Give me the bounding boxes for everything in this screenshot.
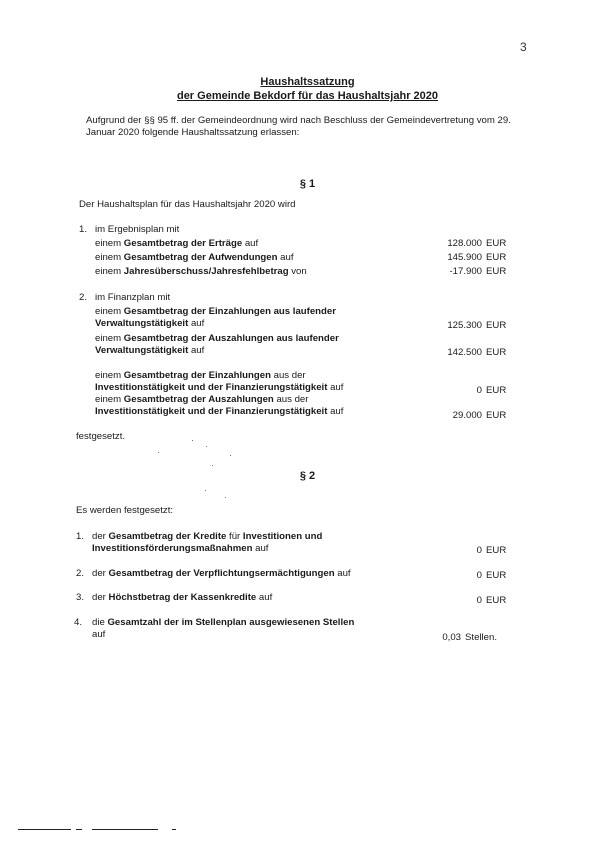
ergebnis-amount-ertraege: 128.000 bbox=[447, 238, 482, 249]
finanz-unit-auszahlungen-lfd: EUR bbox=[486, 347, 507, 358]
section-2-lead: Es werden festgesetzt: bbox=[76, 505, 174, 516]
footer-rule bbox=[18, 829, 71, 830]
item-2-label: im Finanzplan mit bbox=[95, 292, 171, 303]
finanz-row-auszahlungen-lfd-line1: einem Gesamtbetrag der Auszahlungen aus laufender bbox=[95, 333, 339, 344]
s2-item-4-number: 4. bbox=[74, 617, 83, 628]
document-subtitle: der Gemeinde Bekdorf für das Haushaltsjahr 2020 bbox=[176, 90, 439, 102]
scan-speck bbox=[212, 465, 213, 466]
s2-item-1-number: 1. bbox=[76, 531, 85, 542]
finanz-amount-auszahlungen-inv: 29.000 bbox=[452, 410, 482, 421]
finanz-amount-einzahlungen-inv: 0 bbox=[476, 385, 482, 396]
finanz-amount-auszahlungen-lfd: 142.500 bbox=[447, 347, 482, 358]
ergebnis-row-aufwendungen: einem Gesamtbetrag der Aufwendungen auf bbox=[95, 252, 294, 263]
finanz-row-auszahlungen-inv-line1: einem Gesamtbetrag der Auszahlungen aus der bbox=[95, 394, 309, 405]
intro-paragraph: Aufgrund der §§ 95 ff. der Gemeindeordnung wird nach Beschluss der Gemeindevertretung vom 29. Januar 2020 folgende Haushaltssatzung erlassen: bbox=[86, 115, 511, 139]
ergebnis-unit-ertraege: EUR bbox=[486, 238, 507, 249]
s2-item-2-number: 2. bbox=[76, 568, 85, 579]
item-2-number: 2. bbox=[79, 292, 88, 303]
s2-item-2-amount: 0 bbox=[476, 570, 482, 581]
footer-rule bbox=[172, 829, 176, 830]
ergebnis-amount-jahresergebnis: -17.900 bbox=[449, 266, 482, 277]
scan-speck bbox=[192, 440, 193, 441]
finanz-row-einzahlungen-inv-line2: Investitionstätigkeit und der Finanzierungstätigkeit auf bbox=[95, 382, 344, 393]
scan-speck bbox=[225, 497, 226, 498]
s2-item-4-amount: 0,03 bbox=[442, 632, 461, 643]
footer-rule bbox=[92, 829, 158, 830]
footer-rule bbox=[76, 829, 82, 830]
finanz-row-einzahlungen-lfd-line1: einem Gesamtbetrag der Einzahlungen aus laufender bbox=[95, 306, 336, 317]
document-title: Haushaltssatzung bbox=[260, 76, 355, 88]
finanz-row-auszahlungen-lfd-line2: Verwaltungstätigkeit auf bbox=[95, 345, 205, 356]
s2-item-3-unit: EUR bbox=[486, 595, 507, 606]
finanz-row-einzahlungen-inv-line1: einem Gesamtbetrag der Einzahlungen aus der bbox=[95, 370, 306, 381]
scan-speck bbox=[206, 446, 207, 447]
section-2-heading: § 2 bbox=[299, 470, 316, 482]
scan-speck bbox=[158, 452, 159, 453]
scan-speck bbox=[230, 455, 231, 456]
scan-speck bbox=[205, 490, 206, 491]
section-1-lead: Der Haushaltsplan für das Haushaltsjahr 2020 wird bbox=[79, 199, 296, 210]
ergebnis-row-jahresergebnis: einem Jahresüberschuss/Jahresfehlbetrag von bbox=[95, 266, 307, 277]
item-1-label: im Ergebnisplan mit bbox=[95, 224, 180, 235]
ergebnis-amount-aufwendungen: 145.900 bbox=[447, 252, 482, 263]
s2-item-1-line2: Investitionsförderungsmaßnahmen auf bbox=[92, 543, 269, 554]
ergebnis-row-ertraege: einem Gesamtbetrag der Erträge auf bbox=[95, 238, 259, 249]
page-number: 3 bbox=[520, 40, 527, 54]
finanz-unit-einzahlungen-lfd: EUR bbox=[486, 320, 507, 331]
finanz-unit-auszahlungen-inv: EUR bbox=[486, 410, 507, 421]
s2-item-2-label: der Gesamtbetrag der Verpflichtungsermächtigungen auf bbox=[92, 568, 351, 579]
ergebnis-unit-aufwendungen: EUR bbox=[486, 252, 507, 263]
finanz-unit-einzahlungen-inv: EUR bbox=[486, 385, 507, 396]
ergebnis-unit-jahresergebnis: EUR bbox=[486, 266, 507, 277]
s2-item-4-line2: auf bbox=[92, 629, 106, 640]
item-1-number: 1. bbox=[79, 224, 88, 235]
s2-item-2-unit: EUR bbox=[486, 570, 507, 581]
s2-item-3-amount: 0 bbox=[476, 595, 482, 606]
s2-item-1-amount: 0 bbox=[476, 545, 482, 556]
s2-item-3-number: 3. bbox=[76, 592, 85, 603]
section-1-closing: festgesetzt. bbox=[76, 431, 126, 442]
s2-item-4-line1: die Gesamtzahl der im Stellenplan ausgewiesenen Stellen bbox=[92, 617, 355, 628]
section-1-heading: § 1 bbox=[299, 178, 316, 190]
finanz-row-auszahlungen-inv-line2: Investitionstätigkeit und der Finanzierungstätigkeit auf bbox=[95, 406, 344, 417]
s2-item-4-unit: Stellen. bbox=[465, 632, 497, 643]
s2-item-3-label: der Höchstbetrag der Kassenkredite auf bbox=[92, 592, 273, 603]
finanz-row-einzahlungen-lfd-line2: Verwaltungstätigkeit auf bbox=[95, 318, 205, 329]
s2-item-1-line1: der Gesamtbetrag der Kredite für Investitionen und bbox=[92, 531, 323, 542]
s2-item-1-unit: EUR bbox=[486, 545, 507, 556]
finanz-amount-einzahlungen-lfd: 125.300 bbox=[447, 320, 482, 331]
